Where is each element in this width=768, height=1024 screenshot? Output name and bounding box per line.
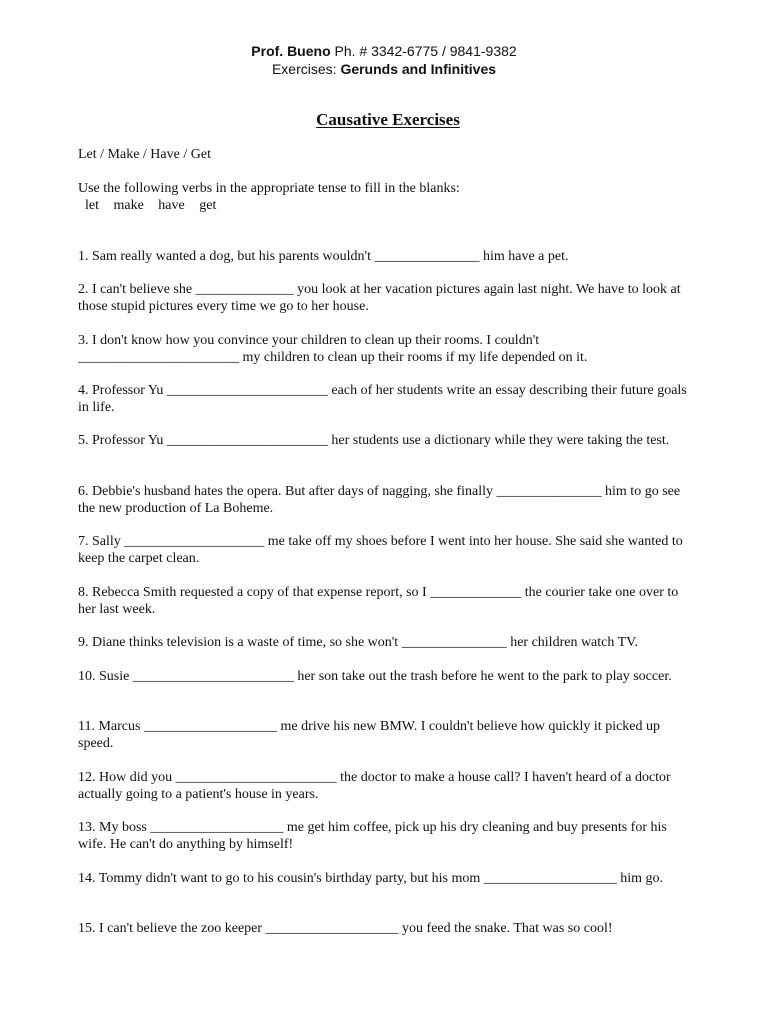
document-header <box>0 42 768 78</box>
teacher-phone: Ph. # 3342-6775 / 9841-9382 <box>330 43 517 59</box>
question-3: 3. I don't know how you convince your children to clean up their rooms. I couldn't _______________________ my children to clean up their rooms if my life depended on it. <box>78 333 588 365</box>
question-9: 9. Diane thinks television is a waste of time, so she won't _______________ her children watch TV. <box>78 635 638 650</box>
question-8: 8. Rebecca Smith requested a copy of that expense report, so I _____________ the courier take one over to her last week. <box>78 585 679 617</box>
question-15: 15. I can't believe the zoo keeper ___________________ you feed the snake. That was so cool! <box>78 921 613 936</box>
word-bank: let make have get <box>85 198 217 213</box>
question-6: 6. Debbie's husband hates the opera. But after days of nagging, she finally _______________ him to go see the new production of La Boheme. <box>78 484 681 516</box>
question-2: 2. I can't believe she ______________ you look at her vacation pictures again last night. We have to look at those stupid pictures every time we go to her house. <box>78 282 681 314</box>
question-4: 4. Professor Yu _______________________ each of her students write an essay describing their future goals in life. <box>78 383 687 415</box>
teacher-contact-line <box>0 42 768 60</box>
exercises-topic: Gerunds and Infinitives <box>340 61 497 77</box>
question-13: 13. My boss ___________________ me get him coffee, pick up his dry cleaning and buy presents for his wife. He can't do anything by himself! <box>78 820 667 852</box>
question-14: 14. Tommy didn't want to go to his cousin's birthday party, but his mom ___________________ him go. <box>78 871 664 886</box>
question-12: 12. How did you _______________________ the doctor to make a house call? I haven't heard of a doctor actually going to a patient's house in years. <box>78 770 671 802</box>
question-5: 5. Professor Yu _______________________ her students use a dictionary while they were taking the test. <box>78 433 670 448</box>
question-10: 10. Susie _______________________ her son take out the trash before he went to the park to play soccer. <box>78 669 672 684</box>
teacher-name: Prof. Bueno <box>251 43 331 59</box>
exercises-line <box>0 60 768 78</box>
question-7: 7. Sally ____________________ me take off my shoes before I went into her house. She said she wanted to keep the carpet clean. <box>78 534 683 566</box>
instructions: Use the following verbs in the appropriate tense to fill in the blanks: <box>78 181 460 196</box>
question-1: 1. Sam really wanted a dog, but his parents wouldn't _______________ him have a pet. <box>78 249 569 264</box>
verb-list-subtitle: Let / Make / Have / Get <box>78 147 211 162</box>
page-title: Causative Exercises <box>316 110 460 129</box>
question-11: 11. Marcus ___________________ me drive his new BMW. I couldn't believe how quickly it picked up speed. <box>78 719 661 751</box>
exercises-label: Exercises: <box>271 61 341 77</box>
